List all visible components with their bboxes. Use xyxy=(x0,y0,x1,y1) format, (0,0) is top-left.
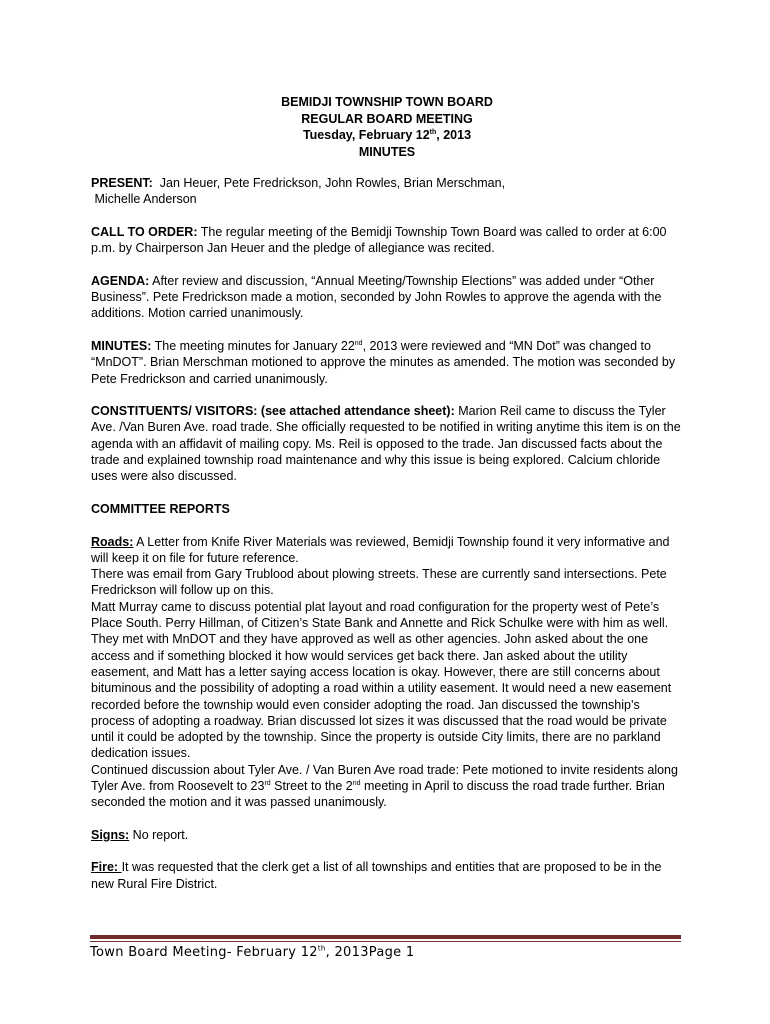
footer-rule-thin xyxy=(90,941,681,942)
roads-text-3: Matt Murray came to discuss potential plat layout and road configuration for the property west of Pete’s Place South. Perry Hillman, of Citizen’s State Bank and Annette and Rick Schulke were with him as well. They met with MnDOT and they have approved as well as other agencies. John asked about the one access and if something blocked it how would services get back there. Jan asked about the utility easement, and Matt has a letter saying access location is okay. However, there are still concerns about bituminous and the possibility of adopting a road within a utility easement. It would need a new easement recorded before the township would even consider adopting the road. Jan discussed the township’s process of adopting a roadway. Brian discussed lot sizes it was discussed that the road would be private until it could be adopted by the township. Since the property is outside City limits, there are no parkland dedication issues. xyxy=(91,599,672,761)
document-body xyxy=(91,175,685,908)
roads-text-4-mid: Street to the 2 xyxy=(270,778,353,793)
signs-label: Signs: xyxy=(91,827,130,842)
present-text: Jan Heuer, Pete Fredrickson, John Rowles, Brian Merschman, xyxy=(152,176,506,190)
present-text-cont: Michelle Anderson xyxy=(91,192,197,207)
present-section xyxy=(91,175,685,208)
signs-text: No report. xyxy=(129,827,189,842)
roads-text-4-pre: Continued discussion about Tyler Ave. / Van Buren Ave road trade: Pete motioned to invite residents along Tyler Ave. from Roosevelt to 23 xyxy=(91,762,678,793)
fire-section xyxy=(91,859,685,892)
footer-rule-thick xyxy=(90,935,681,939)
page-footer xyxy=(90,945,414,960)
roads-sup-nd: nd xyxy=(352,779,361,787)
minutes-sup: nd xyxy=(354,339,363,347)
header-line-township: BEMIDJI TOWNSHIP TOWN BOARD xyxy=(281,95,493,109)
roads-text-2: There was email from Gary Trublood about plowing streets. These are currently sand intersections. Pete Fredrickson will follow up on this. xyxy=(91,567,667,598)
minutes-text-cont: , 2013 were reviewed and “MN Dot” was changed to “MnDOT”. Brian Merschman motioned to approve the minutes as amended. The motion was seconded by Pete Fredrickson and carried unanimously. xyxy=(91,338,676,386)
header-date-sup: th xyxy=(429,128,437,136)
call-to-order-text: The regular meeting of the Bemidji Township Town Board was called to order at 6:00 p.m. by Chairperson Jan Heuer and the pledge of allegiance was recited. xyxy=(91,224,667,256)
header-line-minutes: MINUTES xyxy=(358,144,416,159)
header-date-year: , 2013 xyxy=(436,128,472,142)
document-header xyxy=(90,94,684,160)
roads-text-1: A Letter from Knife River Materials was reviewed, Bemidji Township found it very informative and will keep it on file for future reference. xyxy=(91,534,670,565)
roads-text-4 xyxy=(91,762,685,811)
minutes-text: The meeting minutes for January 22 xyxy=(151,338,355,353)
constituents-text: Marion Reil came to discuss the Tyler Ave. /Van Buren Ave. road trade. She officially requested to be notified in writing anytime this item is on the agenda with an affidavit of mailing copy. Ms. Reil is opposed to the trade. Jan discussed facts about the trade and explained township road maintenance and why this issue is being explored. Calcium chloride uses were also discussed. xyxy=(91,404,681,484)
header-line-date xyxy=(90,127,684,144)
call-to-order-label: CALL TO ORDER: xyxy=(91,224,198,239)
header-date-text: Tuesday, February 12 xyxy=(302,128,430,142)
call-to-order-section xyxy=(91,224,685,257)
footer-sup: th xyxy=(317,944,326,953)
fire-label: Fire: xyxy=(91,860,122,875)
agenda-text: After review and discussion, “Annual Meeting/Township Elections” was added under “Other Business”. Pete Fredrickson made a motion, seconded by John Rowles to approve the agenda with the additions. Motion carried unanimously. xyxy=(91,273,662,321)
header-line-meeting-type: REGULAR BOARD MEETING xyxy=(301,111,473,126)
footer-page-number: , 2013Page 1 xyxy=(325,945,415,960)
roads-text-4-post: meeting in April to discuss the road trade further. Brian seconded the motion and it was passed unanimously. xyxy=(91,778,665,810)
roads-section xyxy=(91,534,685,811)
constituents-section xyxy=(91,403,685,484)
roads-sup-rd: rd xyxy=(264,779,271,787)
signs-section xyxy=(91,827,685,843)
constituents-label: CONSTITUENTS/ VISITORS: (see attached attendance sheet): xyxy=(91,404,455,419)
fire-text: It was requested that the clerk get a list of all townships and entities that are proposed to be in the new Rural Fire District. xyxy=(91,860,662,891)
roads-label: Roads: xyxy=(91,534,134,549)
agenda-section xyxy=(91,273,685,322)
minutes-label: MINUTES: xyxy=(91,338,152,353)
footer-text: Town Board Meeting- February 12 xyxy=(90,945,318,960)
minutes-section xyxy=(91,338,685,387)
present-label: PRESENT: xyxy=(91,176,153,190)
agenda-label: AGENDA: xyxy=(91,273,150,288)
committee-reports-heading: COMMITTEE REPORTS xyxy=(91,501,230,516)
